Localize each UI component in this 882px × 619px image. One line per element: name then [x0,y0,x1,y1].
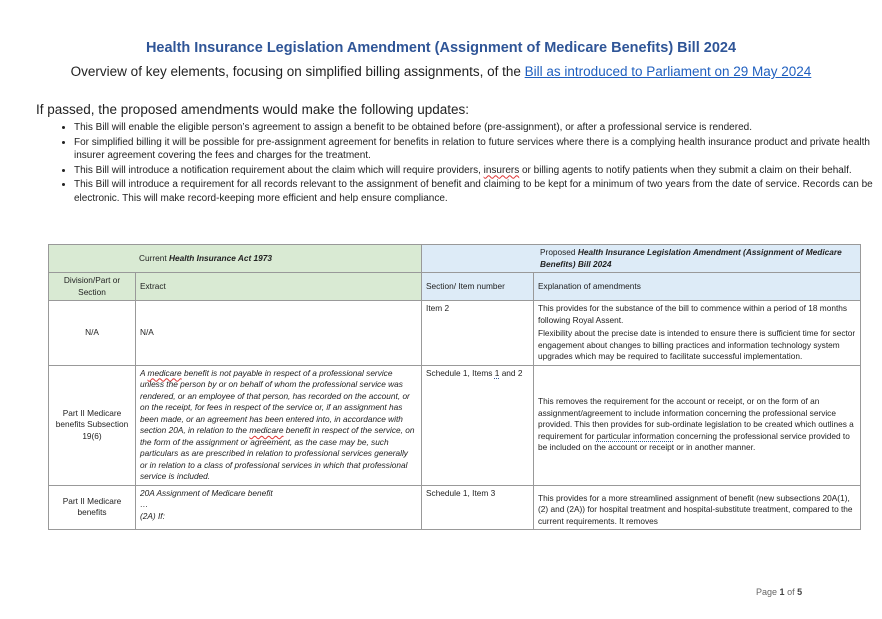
explanation-cell: This removes the requirement for the account or receipt, or on the form of an assignment/agreement to include information concerning the professional service provided. This then provides for sub-ordinate legislation to be created which outlines a requirement for particular information concerning the professional service provided to be included on the account or receipt or in another manner. [534,365,861,485]
bullet-item: • For simplified billing it will be possible for pre-assignment agreement for benefits in relation to future services where there is a complying health insurance product and private health insurer agreement covering the fees and charges for the treatment. [74,136,874,163]
spellcheck-word: insurers [483,164,520,176]
column-header: Section/ Item number [422,273,534,301]
grammar-mark: particular information [596,430,675,441]
intro-text: If passed, the proposed amendments would make the following updates: [36,102,470,117]
table-column-row [49,273,861,301]
proposed-bill-header: Proposed Health Insurance Legislation Amendment (Assignment of Medicare Benefits) Bill 2024 [422,245,861,273]
table-row [49,365,861,485]
current-act-header: Current Health Insurance Act 1973 [49,245,422,273]
spellcheck-word: medicare [249,425,284,435]
column-header: Division/Part or Section [49,273,136,301]
document-subtitle [0,64,882,79]
explanation-cell: This provides for the substance of the bill to commence within a period of 18 months following Royal Assent. Flexibility about the precise date is intended to ensure there is sufficient time for sector engagement about changes to billing practices and information technology system upgrades which may be required to facilitate successful implementation. [534,301,861,366]
bill-link[interactable]: Bill as introduced to Parliament on 29 May 2024 [524,64,812,79]
column-header: Extract [136,273,422,301]
extract-cell: A medicare benefit is not payable in respect of a professional service unless the person by or on behalf of whom the professional service was rendered, or an employee of that person, has recorded on the account, or on the receipt, for fees in respect of the service or, if an assignment has been made, or an agreement has been entered into, in accordance with section 20A, in relation to the medicare benefit in respect of the service, on the form of the assignment or agreement, as the case may be, such particulars as are prescribed in relation to professional services generally or in relation to a class of professional services in which that professional service is included. [136,365,422,485]
page-number: Page 1 of 5 [756,587,803,597]
division-cell: Part II Medicare benefits Subsection 19(6) [49,365,136,485]
division-cell: Part II Medicare benefits [49,485,136,530]
extract-cell: 20A Assignment of Medicare benefit … (2A) If: [136,485,422,530]
extract-cell: N/A [136,301,422,366]
item-cell: Schedule 1, Items 1 and 2 [422,365,534,485]
division-cell: N/A [49,301,136,366]
document-title: Health Insurance Legislation Amendment (Assignment of Medicare Benefits) Bill 2024 [145,40,737,56]
bullet-list [52,121,874,206]
bullet-item: • This Bill will introduce a notification requirement about the claim which will require providers, insurers or billing agents to notify patients when they submit a claim on their behalf. [74,164,874,178]
table-row [49,301,861,366]
bullet-item: • This Bill will introduce a requirement for all records relevant to the assignment of benefit and claiming to be kept for a minimum of two years from the date of service. Records can be electronic. This will make record-keeping more efficient and help ensure compliance. [74,178,874,205]
bullet-item: • This Bill will enable the eligible person’s agreement to assign a benefit to be obtained before (pre-assignment), or after a professional service is rendered. [74,121,874,135]
spellcheck-word: medicare [147,367,182,378]
column-header: Explanation of amendments [534,273,861,301]
item-cell: Schedule 1, Item 3 [422,485,534,530]
subtitle-text: Overview of key elements, focusing on simplified billing assignments, of the [70,64,521,79]
table-row [49,485,861,530]
table-header-row [49,245,861,273]
item-cell: Item 2 [422,301,534,366]
amendments-table [48,244,861,530]
explanation-cell: This provides for a more streamlined assignment of benefit (new subsections 20A(1), (2) and (2A)) for hospital treatment and hospital-substitute treatment, compared to the current requirements. It removes [534,485,861,530]
